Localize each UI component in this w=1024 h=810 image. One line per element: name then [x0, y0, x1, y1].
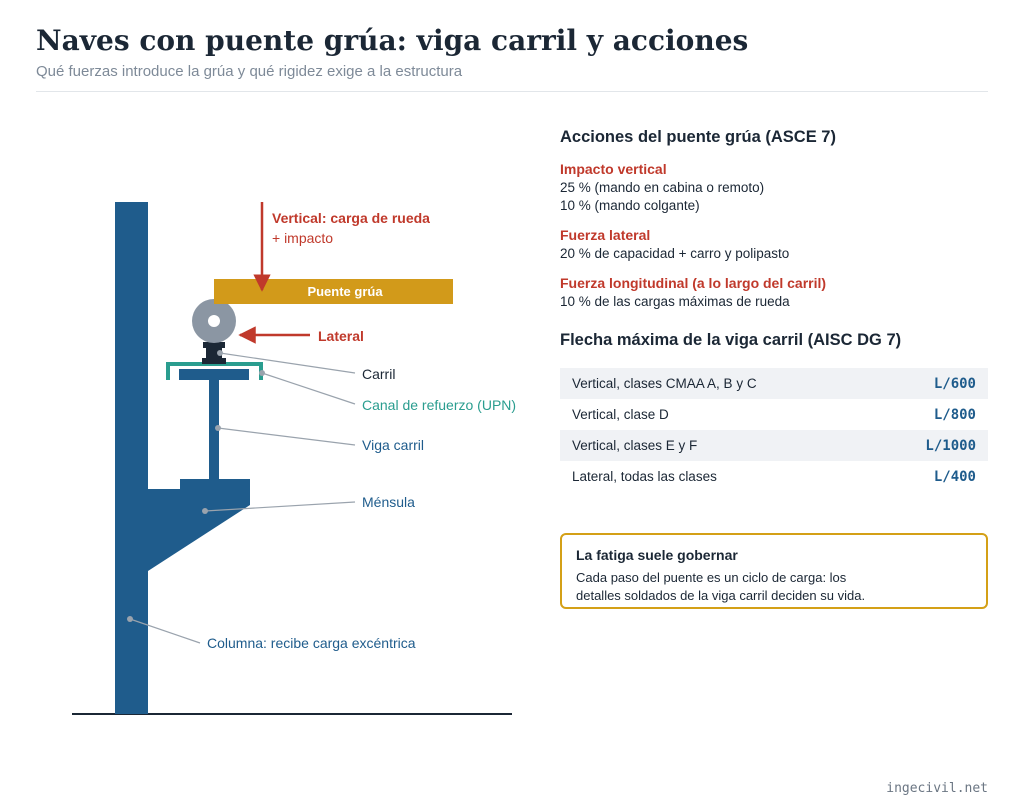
table-row — [560, 368, 988, 399]
table-row — [560, 399, 988, 430]
deflection-row-value: L/600 — [933, 375, 976, 392]
deflection-heading: Flecha máxima de la viga carril (AISC DG 7) — [560, 331, 902, 349]
page-subtitle: Qué fuerzas introduce la grúa y qué rigidez exige a la estructura — [36, 63, 463, 80]
crane-runway-diagram — [0, 96, 540, 736]
table-row — [560, 430, 988, 461]
lateral-force-label: Lateral — [318, 328, 364, 344]
deflection-row-value: L/800 — [933, 406, 976, 423]
girder-label: Viga carril — [362, 437, 424, 453]
crane-bridge-label: Puente grúa — [307, 284, 383, 299]
callout-text: Cada paso del puente es un ciclo de carga: los detalles soldados de la viga carril deciden su vida. — [576, 570, 866, 603]
action-line-impact-2: 10 % (mando colgante) — [560, 198, 700, 213]
wheel-hub — [208, 315, 220, 327]
deflection-row-value: L/1000 — [925, 437, 976, 454]
action-line-impact-1: 25 % (mando en cabina o remoto) — [560, 180, 765, 195]
column-label: Columna: recibe carga excéntrica — [207, 635, 416, 651]
actions-heading: Acciones del puente grúa (ASCE 7) — [560, 128, 836, 146]
action-line-longitudinal-1: 10 % de las cargas máximas de rueda — [560, 294, 790, 309]
vertical-force-label: Vertical: carga de rueda — [272, 210, 430, 226]
info-panel — [560, 128, 988, 492]
channel-label: Canal de refuerzo (UPN) — [362, 397, 517, 413]
action-title-lateral: Fuerza lateral — [560, 227, 651, 243]
header-divider — [36, 91, 988, 92]
action-title-longitudinal: Fuerza longitudinal (a lo largo del carril) — [560, 275, 827, 291]
action-line-lateral-1: 20 % de capacidad + carro y polipasto — [560, 246, 790, 261]
bracket-label: Ménsula — [362, 494, 415, 510]
deflection-table — [560, 368, 988, 492]
action-title-impact: Impacto vertical — [560, 161, 667, 177]
rail-label: Carril — [362, 366, 396, 382]
vertical-force-sublabel: + impacto — [272, 230, 334, 246]
girder-top-flange — [179, 369, 249, 380]
footer-credit: ingecivil.net — [886, 781, 988, 796]
deflection-row-label: Vertical, clase D — [572, 407, 669, 422]
page-title: Naves con puente grúa: viga carril y acciones — [36, 24, 749, 57]
fatigue-callout — [560, 533, 988, 609]
deflection-row-label: Vertical, clases CMAA A, B y C — [572, 376, 757, 391]
callout-title: La fatiga suele gobernar — [576, 547, 738, 563]
deflection-row-label: Lateral, todas las clases — [572, 469, 717, 484]
table-row — [560, 461, 988, 492]
deflection-row-value: L/400 — [933, 468, 976, 485]
deflection-row-label: Vertical, clases E y F — [572, 438, 698, 453]
